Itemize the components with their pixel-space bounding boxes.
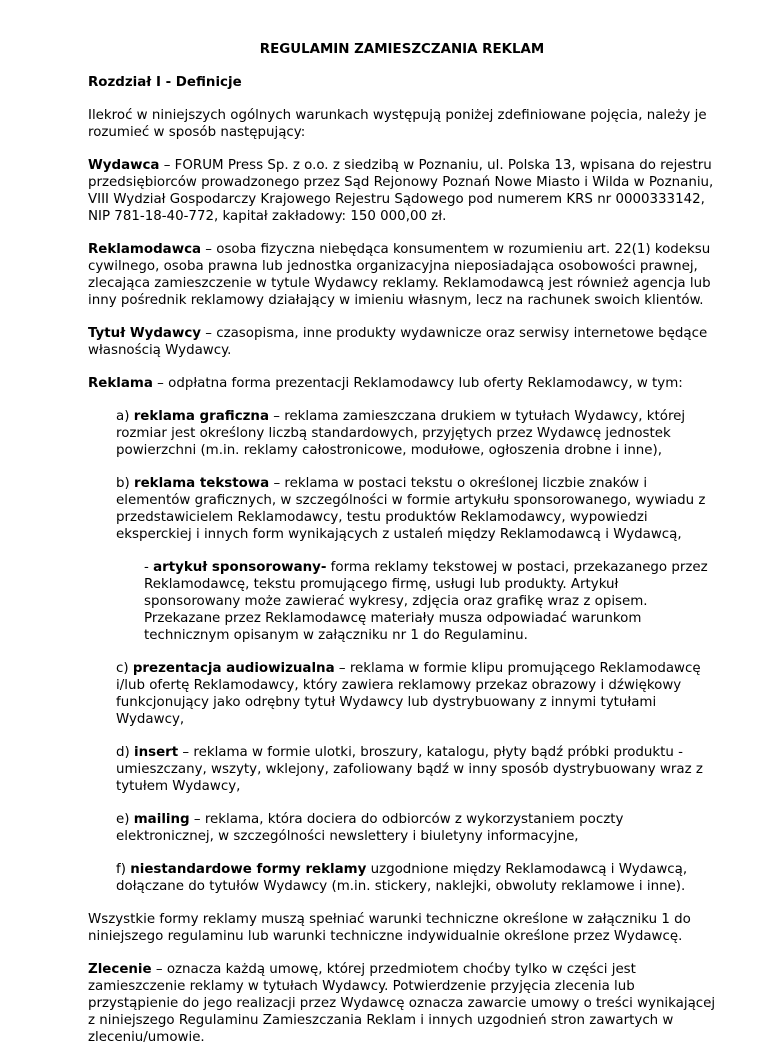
text-reklamodawca: – osoba fizyczna niebędąca konsumentem w rozumieniu art. 22(1) kodeksu cywilnego, osoba prawna lub jednostka organizacyjna nieposiadająca osobowości prawnej, zlecająca zamieszczenie w tytule Wydawcy reklamy. Reklamodawcą jest również agencja lub inny pośrednik reklamowy działający w imieniu własnym, lecz na rachunek swoich klientów.	[88, 242, 711, 308]
prefix-b: b)	[116, 476, 134, 491]
term-f: niestandardowe formy reklamy	[130, 862, 367, 877]
list-item-f	[116, 861, 716, 895]
list-item-c	[116, 660, 716, 728]
text-reklama: – odpłatna forma prezentacji Reklamodawcy lub oferty Reklamodawcy, w tym:	[152, 376, 683, 391]
text-wydawca: – FORUM Press Sp. z o.o. z siedzibą w Poznaniu, ul. Polska 13, wpisana do rejestru przedsiębiorców prowadzonego przez Sąd Rejonowy Poznań Nowe Miasto i Wilda w Poznaniu, VIII Wydział Gospodarczy Krajowego Rejestru Sądowego pod numerem KRS nr 0000333142, NIP 781-18-40-772, kapitał zakładowy: 150 000,00 zł.	[88, 158, 714, 224]
prefix-e: e)	[116, 812, 134, 827]
chapter-heading: Rozdział I - Definicje	[88, 75, 242, 90]
definition-reklamodawca	[88, 241, 716, 309]
text-zlecenie: – oznacza każdą umowę, której przedmiotem choćby tylko w części jest zamieszczenie reklamy w tytułach Wydawcy. Potwierdzenie przyjęcia zlecenia lub przystąpienie do jego realizacji przez Wydawcę oznacza zawarcie umowy o treści wynikającej z niniejszego Regulaminu Zamieszczania Reklam i innych uzgodnień stron zawartych w zleceniu/umowie.	[88, 962, 716, 1045]
text-tytul: – czasopisma, inne produkty wydawnicze oraz serwisy internetowe będące własnością Wydawcy.	[88, 326, 708, 358]
term-zlecenie: Zlecenie	[88, 962, 152, 977]
text-f: uzgodnione między Reklamodawcą i Wydawcą, dołączane do tytułów Wydawcy (m.in. stickery, naklejki, obwoluty reklamowe i inne).	[116, 862, 688, 894]
term-wydawca: Wydawca	[88, 158, 160, 173]
definition-wydawca	[88, 157, 716, 225]
text-c: – reklama w formie klipu promującego Reklamodawcę i/lub ofertę Reklamodawcy, który zawiera reklamowy przekaz obrazowy i dźwiękowy funkcjonujący jako odrębny tytuł Wydawcy lub dystrybuowany z innymi tytułami Wydawcy,	[116, 661, 701, 727]
term-d: insert	[133, 745, 179, 760]
definition-reklama	[88, 375, 716, 392]
list-item-sponsored	[144, 559, 716, 644]
document-title: REGULAMIN ZAMIESZCZANIA REKLAM	[259, 42, 545, 57]
term-b: reklama tekstowa	[133, 476, 270, 491]
closing-paragraph: Wszystkie formy reklamy muszą spełniać warunki techniczne określone w załączniku 1 do niniejszego regulaminu lub warunki techniczne indywidualnie określone przez Wydawcę.	[88, 912, 691, 944]
text-a: – reklama zamieszczana drukiem w tytułach Wydawcy, której rozmiar jest określony liczbą standardowych, przyjętych przez Wydawcę jednostek powierzchni (m.in. reklamy całostronicowe, modułowe, ogłoszenia drobne i inne),	[116, 409, 686, 458]
term-sponsored: artykuł sponsorowany-	[153, 560, 327, 575]
term-reklamodawca: Reklamodawca	[88, 242, 202, 257]
list-item-d	[116, 744, 716, 795]
text-d: – reklama w formie ulotki, broszury, katalogu, płyty bądź próbki produktu - umieszczany, wszyty, wklejony, zafoliowany bądź w inny sposób dystrybuowany wraz z tytułem Wydawcy,	[116, 745, 703, 794]
text-e: – reklama, która dociera do odbiorców z wykorzystaniem poczty elektronicznej, w szczególności newslettery i biuletyny informacyjne,	[116, 812, 624, 844]
prefix-a: a)	[116, 409, 134, 424]
term-c: prezentacja audiowizualna	[132, 661, 335, 676]
term-e: mailing	[133, 812, 190, 827]
text-b: – reklama w postaci tekstu o określonej liczbie znaków i elementów graficznych, w szczególności w formie artykułu sponsorowanego, wywiadu z przedstawicielem Reklamodawcy, testu produktów Reklamodawcy, wypowiedzi eksperckiej i innych form wynikających z ustaleń między Reklamodawcą i Wydawcą,	[116, 476, 706, 542]
prefix-sponsored: -	[144, 560, 154, 575]
prefix-d: d)	[116, 745, 134, 760]
term-tytul: Tytuł Wydawcy	[88, 326, 201, 341]
list-item-e	[116, 811, 716, 845]
term-a: reklama graficzna	[133, 409, 270, 424]
definition-zlecenie	[88, 961, 716, 1046]
list-item-a	[116, 408, 716, 459]
prefix-c: c)	[116, 661, 133, 676]
prefix-f: f)	[116, 862, 131, 877]
definition-tytul	[88, 325, 716, 359]
text-sponsored: forma reklamy tekstowej w postaci, przekazanego przez Reklamodawcę, tekstu promującego firmę, usługi lub produkty. Artykuł sponsorowany może zawierać wykresy, zdjęcia oraz grafikę wraz z opisem. Przekazane przez Reklamodawcę materiały musza odpowiadać warunkom technicznym opisanym w załączniku nr 1 do Regulaminu.	[144, 560, 708, 643]
intro-paragraph: Ilekroć w niniejszych ogólnych warunkach występują poniżej zdefiniowane pojęcia, należy je rozumieć w sposób następujący:	[88, 108, 707, 140]
term-reklama: Reklama	[88, 376, 153, 391]
list-item-b	[116, 475, 716, 543]
